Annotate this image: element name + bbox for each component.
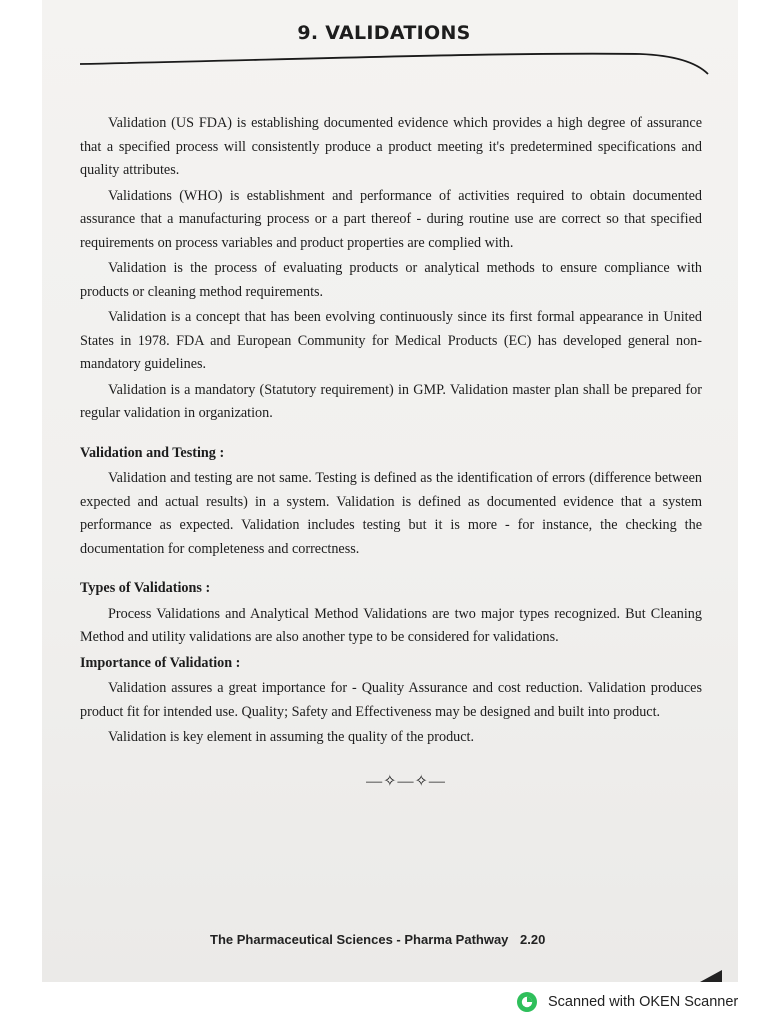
title-underline bbox=[80, 44, 710, 84]
oken-scanner-icon bbox=[516, 991, 538, 1013]
page-footer bbox=[210, 932, 545, 947]
paragraph-history: Validation is a concept that has been evolving continuously since its first formal appearance in United States in 1978. FDA and European Community for Medical Products (EC) has developed general non-mandatory guidelines. bbox=[80, 309, 702, 372]
paragraph-who: Validations (WHO) is establishment and performance of activities required to obtain documented assurance that a manufacturing process or a part thereof - during routine use are correct so that specified requirements on process variables and product properties are complied with. bbox=[80, 187, 702, 251]
paragraph-importance-1: Validation assures a great importance for - Quality Assurance and cost reduction. Validation produces product fit for intended use. Quality; Safety and Effectiveness may be designed and built into product. bbox=[80, 680, 702, 720]
page-title: 9. VALIDATIONS bbox=[297, 22, 471, 44]
scanner-watermark bbox=[516, 991, 738, 1013]
page-corner-shadow bbox=[700, 970, 722, 982]
scanner-watermark-text: Scanned with OKEN Scanner bbox=[548, 994, 739, 1010]
footer-publication: The Pharmaceutical Sciences - Pharma Pathway bbox=[210, 932, 509, 947]
heading-types: Types of Validations : bbox=[80, 580, 211, 596]
section-ornament: —✧—✧— bbox=[366, 772, 446, 790]
page-number: 2.20 bbox=[520, 932, 546, 947]
paragraph-process: Validation is the process of evaluating products or analytical methods to ensure compliance with products or cleaning method requirements. bbox=[80, 260, 702, 300]
paragraph-us-fda: Validation (US FDA) is establishing documented evidence which provides a high degree of assurance that a specified process will consistently produce a product meeting it's predetermined specifications and quality attributes. bbox=[80, 115, 702, 178]
paragraph-gmp: Validation is a mandatory (Statutory requirement) in GMP. Validation master plan shall be prepared for regular validation in organization. bbox=[80, 381, 702, 421]
paragraph-types: Process Validations and Analytical Method Validations are two major types recognized. But Cleaning Method and utility validations are also another type to be considered for validations. bbox=[80, 605, 702, 645]
heading-importance: Importance of Validation : bbox=[80, 654, 241, 671]
paragraph-validation-testing: Validation and testing are not same. Testing is defined as the identification of errors (difference between expected and actual results) in a system. Validation is defined as documented evidence that a system performance as expected. Validation includes testing but it is more - for instance, the checking the documentation for completeness and correctness. bbox=[80, 470, 702, 557]
body-content bbox=[80, 112, 702, 793]
paragraph-importance-2: Validation is key element in assuming the quality of the product. bbox=[108, 729, 475, 745]
heading-validation-testing: Validation and Testing : bbox=[80, 444, 225, 461]
